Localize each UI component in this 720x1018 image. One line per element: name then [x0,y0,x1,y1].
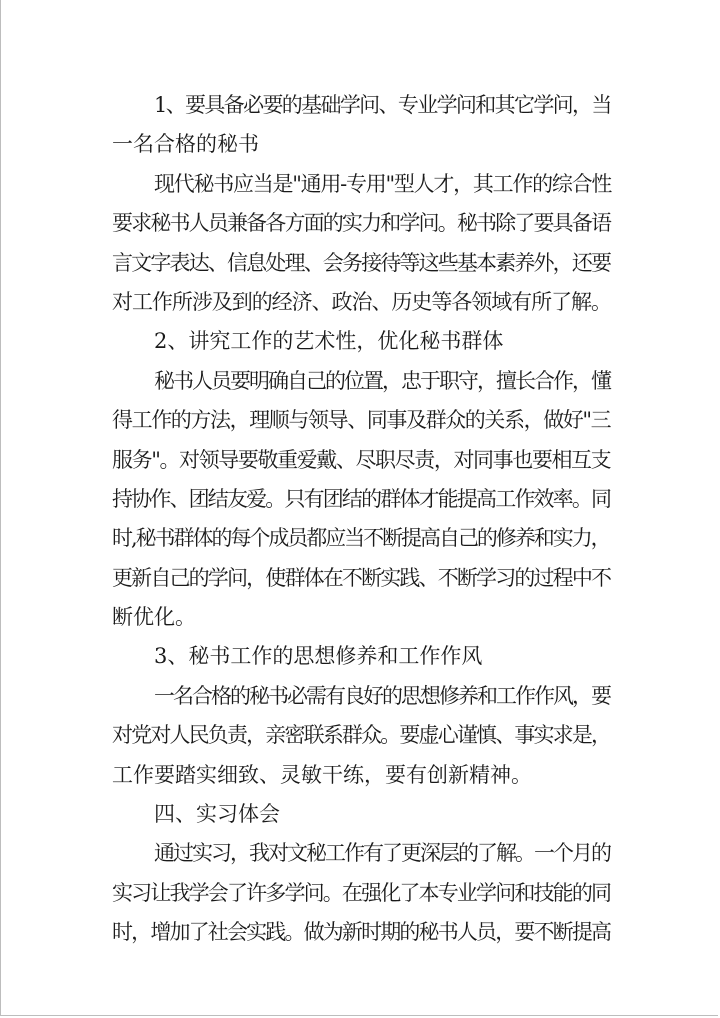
text-line: 时，增加了社会实践。做为新时期的秘书人员，要不断提高 [112,920,611,945]
text-line: 时,秘书群体的每个成员都应当不断提高自己的修养和实力， [112,526,610,551]
text-line: 对工作所涉及到的经济、政治、历史等各领域有所了解。 [112,289,611,314]
text-line: 要求秘书人员兼备各方面的实力和学问。秘书除了要具备语 [112,211,611,236]
text-line: 断优化。 [112,605,196,630]
text-line: 实习让我学会了许多学问。在强化了本专业学问和技能的同 [112,880,611,905]
text-line: 秘书人员要明确自己的位置，忠于职守，擅长合作，懂 [154,368,610,393]
text-line: 2、讲究工作的艺术性，优化秘书群体 [154,329,504,354]
text-line: 1、要具备必要的基础学问、专业学问和其它学问，当 [154,93,611,117]
text-line: 工作要踏实细致、灵敏干练，要有创新精神。 [112,762,532,787]
text-line: 言文字表达、信息处理、会务接待等这些基本素养外，还要 [112,250,611,275]
text-line: 3、秘书工作的思想修养和工作作风 [154,644,483,669]
text-line: 服务"。对领导要敬重爱戴、尽职尽责，对同事也要相互支 [112,447,611,472]
text-line: 得工作的方法，理顺与领导、同事及群众的关系，做好"三 [112,408,611,433]
text-line: 一名合格的秘书必需有良好的思想修养和工作作风，要 [154,683,610,708]
text-line: 更新自己的学问，使群体在不断实践、不断学习的过程中不 [112,565,611,590]
document-body [112,86,612,953]
text-line: 现代秘书应当是"通用-专用"型人才，其工作的综合性 [154,171,612,196]
text-line: 一名合格的秘书 [112,132,259,157]
text-line: 四、实习体会 [154,802,280,827]
text-line: 通过实习，我对文秘工作有了更深层的了解。一个月的 [154,841,610,866]
text-line: 持协作、团结友爱。只有团结的群体才能提高工作效率。同 [112,486,611,511]
text-line: 对党对人民负责，亲密联系群众。要虚心谨慎、事实求是， [112,723,611,748]
